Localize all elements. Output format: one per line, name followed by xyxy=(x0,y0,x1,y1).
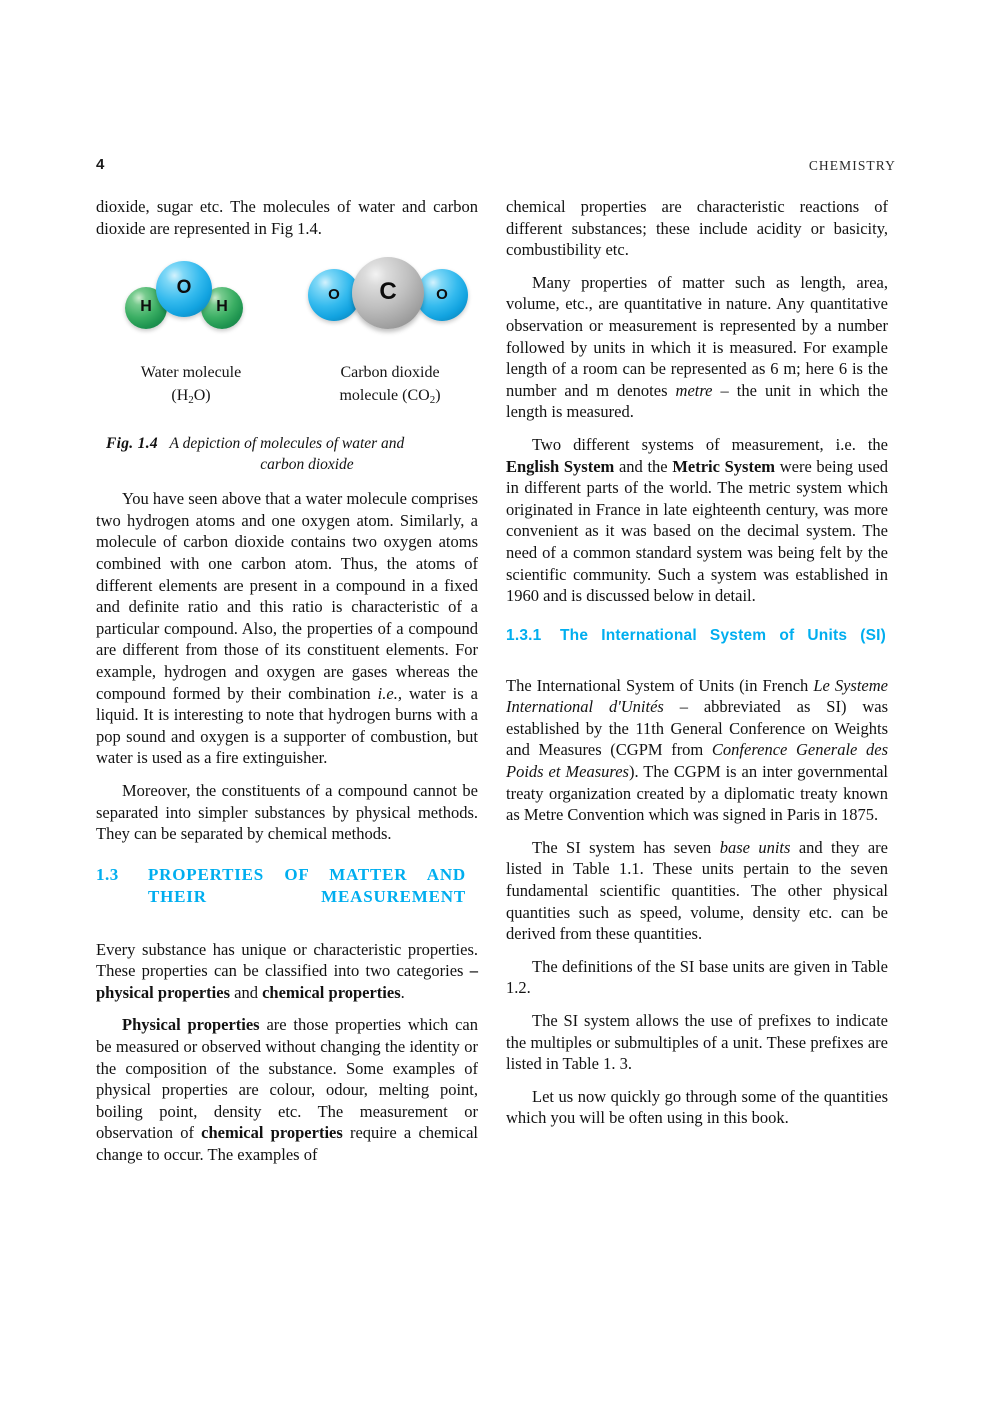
left-column xyxy=(96,196,478,1166)
molecule-illustrations xyxy=(96,257,478,349)
label-carbon-dioxide-molecule xyxy=(292,361,488,412)
atom-label-oxygen: O xyxy=(436,285,448,303)
atom-label-oxygen: O xyxy=(176,277,192,299)
figure-caption-line1 xyxy=(96,433,478,454)
subscript: 2 xyxy=(429,394,436,407)
italic-le-systeme: Le Systeme International d'Unités xyxy=(506,675,888,717)
figure-1-4 xyxy=(96,257,478,475)
paragraph-prefixes: The SI system allows the use of prefixes to indicate the multiples or submultiples of a unit. These prefixes are listed in Table 1. 3. xyxy=(506,1011,888,1074)
paragraph-chemical-continued: chemical properties are characteristic reactions of different substances; these include acidity or basicity, combustibility etc. xyxy=(506,197,888,260)
bold-physical-properties-lead: Physical properties xyxy=(122,1015,260,1035)
paragraph-let-us-now: Let us now quickly go through some of the quantities which you will be often using in this book. xyxy=(506,1086,888,1128)
atom-label-hydrogen: H xyxy=(216,298,228,316)
atom-label-hydrogen: H xyxy=(140,298,152,316)
atom-label-carbon: C xyxy=(379,278,397,306)
heading-1-3 xyxy=(96,864,478,930)
bold-english-system: English System xyxy=(506,456,615,476)
two-column-body xyxy=(96,196,896,1296)
paragraph-seven-base-units: The SI system has seven base units and they are listed in Table 1.1. These units pertain to the seven fundamental scientific quantities. The other physical quantities such as speed, volume, density etc. can be derived from these quantities. xyxy=(506,837,888,944)
atom-label-oxygen: O xyxy=(328,285,340,303)
figure-caption xyxy=(96,433,478,475)
label-water-formula: $(H_2O)$ xyxy=(171,387,211,407)
paragraph-physical-properties: Physical properties are those properties which can be measured or observed without changing the identity or the composition of the substance. Some examples of physical properties are colour, odour, melting point, boiling point, density etc. The measurement or observation of chemical properties require a chemical change to occur. The examples of xyxy=(96,1015,478,1165)
atom-oxygen-water xyxy=(156,261,212,317)
label-water-line1: Water molecule xyxy=(140,364,242,382)
italic-base-units: base units xyxy=(719,837,791,857)
paragraph-many-properties: Many properties of matter such as length, area, volume, etc., are quantitative in nature. Any quantitative observation or measurement is represented by a number followed by units in which it is measured. For example length of a room can be represented as 6 m; here 6 is the number and m denotes metre – the unit in which the length is measured. xyxy=(506,272,888,422)
heading-1-3-text: PROPERTIES OF MATTER AND THEIR MEASUREMENT xyxy=(148,864,466,906)
italic-ie: i.e., xyxy=(377,683,402,703)
label-co2-formula: molecule $(CO_2)$ xyxy=(339,387,441,407)
heading-1-3-1 xyxy=(506,625,888,667)
italic-conference-generale: Conference Generale des Poids et Measures xyxy=(506,740,888,782)
italic-metre: metre xyxy=(675,380,713,400)
atom-carbon-co2 xyxy=(352,257,424,329)
figure-number: Fig. 1.4 xyxy=(106,435,158,453)
bold-metric-system: Metric System xyxy=(672,456,776,476)
figure-caption-text: A depiction of molecules of water and xyxy=(169,435,405,453)
heading-1-3-1-text: The International System of Units (SI) xyxy=(560,626,886,644)
paragraph-two-systems: Two different systems of measurement, i.e. the English System and the Metric System were being used in different parts of the world. The metric system which originated in France in late eighteenth century, was more convenient as it was based on the decimal system. The need of a common standard system was being felt by the scientific community. Such a system was established in 1960 and is discussed below in detail. xyxy=(506,434,889,606)
paragraph-moreover: Moreover, the constituents of a compound cannot be separated into simpler substances by physical methods. They can be separated by chemical methods. xyxy=(96,780,478,844)
page-number: 4 xyxy=(96,156,105,173)
right-column xyxy=(506,196,888,1129)
paragraph-definitions-table: The definitions of the SI base units are given in Table 1.2. xyxy=(506,956,888,998)
running-head xyxy=(96,156,896,176)
label-co2-line1: Carbon dioxide xyxy=(340,364,440,382)
bold-physical-properties: – physical properties xyxy=(96,961,478,1002)
paragraph-si-definition: The International System of Units (in French Le Systeme International d'Unités – abbreviated as SI) was established by the 11th General Conference on Weights and Measures (CGPM from Conference Generale des Poids et Measures). The CGPM is an inter governmental treaty organization created by a diplomatic treaty known as Metre Convention which was signed in Paris in 1875. xyxy=(506,675,889,825)
label-water-molecule xyxy=(106,361,276,412)
heading-1-3-number: 1.3 xyxy=(96,864,119,884)
paragraph-intro: dioxide, sugar etc. The molecules of water and carbon dioxide are represented in Fig 1.4. xyxy=(96,197,478,238)
paragraph-every-substance: Every substance has unique or characteristic properties. These properties can be classified into two categories – physical properties and chemical properties. xyxy=(96,939,478,1002)
molecule-labels xyxy=(96,361,478,417)
paragraph-you-have-seen: You have seen above that a water molecule comprises two hydrogen atoms and one oxygen atom. Similarly, a molecule of carbon dioxide contains two oxygen atoms combined with one carbon atom. Thus, the atoms of different elements are present in a compound in a fixed and definite ratio and this ratio is characteristic of a particular compound. Also, the properties of a compound are different from those of its constituent elements. For example, hydrogen and oxygen are gases whereas the compound formed by their combination i.e., water is a liquid. It is interesting to note that hydrogen burns with a pop sound and oxygen is a supporter of combustion, but water is used as a fire extinguisher. xyxy=(96,489,478,768)
bold-chemical-properties: chemical properties xyxy=(262,982,401,1002)
running-head-title: CHEMISTRY xyxy=(808,158,896,173)
subscript: 2 xyxy=(188,394,194,407)
figure-caption-text-cont: carbon dioxide xyxy=(260,456,354,474)
heading-1-3-1-number: 1.3.1 xyxy=(506,626,542,644)
bold-chemical-properties-2: chemical properties xyxy=(201,1123,343,1143)
